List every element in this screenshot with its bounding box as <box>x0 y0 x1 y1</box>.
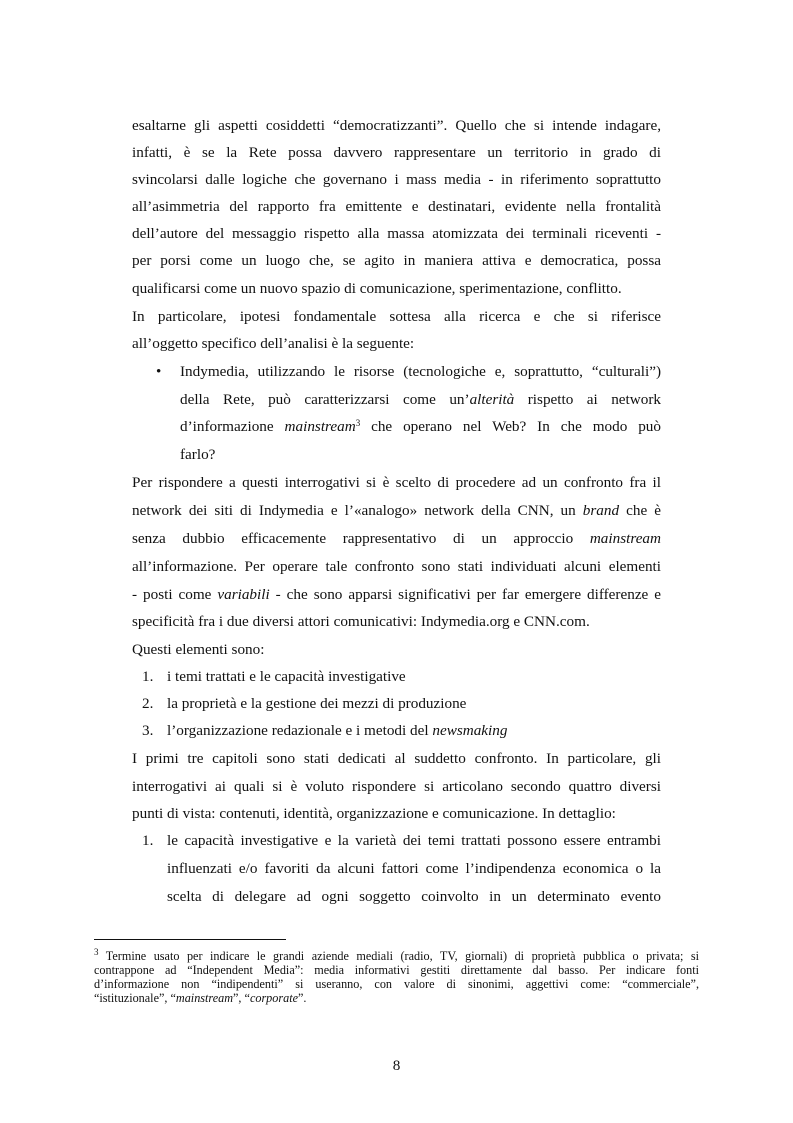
paragraph1-line-2: infatti, è se la Rete possa davvero rappresentare un territorio in grado di <box>132 144 661 161</box>
paragraph3-line-4: all’informazione. Per operare tale confronto sono stati individuati alcuni elementi <box>132 558 661 575</box>
list1-item-1: 1. i temi trattati e le capacità investigative <box>142 668 406 685</box>
footnote-ref: 3 <box>355 418 361 428</box>
footnote-line-3: d’informazione non “indipendenti” si useranno, con valore di sinonimi, aggettivi come: “commerciale”, <box>94 977 699 991</box>
paragraph3-line-5: - posti come variabili - che sono apparsi significativi per far emergere differenze e <box>132 586 662 603</box>
list1-item-3: 3. l’organizzazione redazionale e i metodi del newsmaking <box>142 722 508 739</box>
list2-item-1: 1. le capacità investigative e la varietà dei temi trattati possono essere entrambi <box>142 832 661 849</box>
paragraph3-line-6: specificità fra i due diversi attori comunicativi: Indymedia.org e CNN.com. <box>132 613 590 630</box>
paragraph3-line-1: Per rispondere a questi interrogativi si è scelto di procedere ad un confronto fra il <box>132 474 661 491</box>
footnote-rule <box>94 939 286 940</box>
footnote-line-1: $^3$ Termine usato per indicare le grandi aziende mediali (radio, TV, giornali) di proprietà pubblica o privata; si <box>94 947 699 963</box>
paragraph1-line-1: esaltarne gli aspetti cosiddetti “democratizzanti”. Quello che si intende indagare, <box>132 117 661 134</box>
paragraph3-line-7: Questi elementi sono: <box>132 641 265 658</box>
paragraph2-line-2: all’oggetto specifico dell’analisi è la seguente: <box>132 335 415 352</box>
bullet-glyph: • <box>156 363 162 380</box>
paragraph3-line-2: network dei siti di Indymedia e l’«analogo» network della CNN, un brand che è <box>132 502 661 519</box>
paragraph4-line-1: I primi tre capitoli sono stati dedicati al suddetto confronto. In particolare, gli <box>132 750 661 767</box>
paragraph3-line-3: senza dubbio efficacemente rappresentativo di un approccio mainstream <box>132 530 661 547</box>
footnote-line-4: “istituzionale”, “mainstream”, “corporate”. <box>94 991 307 1005</box>
paragraph1-line-4: all’asimmetria del rapporto fra emittente e destinatari, evidente nella frontalità <box>132 198 661 215</box>
bullet-line-1: Indymedia, utilizzando le risorse (tecnologiche e, soprattutto, “culturali”) <box>180 363 661 380</box>
paragraph2-line-1: In particolare, ipotesi fondamentale sottesa alla ricerca e che si riferisce <box>132 308 661 325</box>
bullet-line-2: della Rete, può caratterizzarsi come un’alterità rispetto ai network <box>180 391 661 408</box>
paragraph4-line-3: punti di vista: contenuti, identità, organizzazione e comunicazione. In dettaglio: <box>132 805 616 822</box>
footnote-line-2: contrappone ad “Independent Media”: media informativi gestiti direttamente dal basso. Per indicare fonti <box>94 963 699 977</box>
bullet-line-3: d’informazione mainstream$^3$ che operano nel Web? In che modo può <box>180 418 661 435</box>
list2-line-2: influenzati e/o favoriti da alcuni fattori come l’indipendenza economica o la <box>167 860 661 877</box>
bullet-line-4: farlo? <box>180 446 216 463</box>
list2-line-3: scelta di delegare ad ogni soggetto coinvolto in un determinato evento <box>167 888 661 905</box>
paragraph1-line-5: dell’autore del messaggio rispetto alla massa atomizzata dei terminali riceventi - <box>132 225 661 242</box>
paragraph1-line-7: qualificarsi come un nuovo spazio di comunicazione, sperimentazione, conflitto. <box>132 280 622 297</box>
list1-item-2: 2. la proprietà e la gestione dei mezzi di produzione <box>142 695 467 712</box>
paragraph4-line-2: interrogativi ai quali si è voluto rispondere si articolano secondo quattro diversi <box>132 778 661 795</box>
page-number: 8 <box>392 1057 401 1074</box>
paragraph1-line-6: per porsi come un luogo che, se agito in maniera attiva e democratica, possa <box>132 252 661 269</box>
bullet-item <box>132 363 661 381</box>
paragraph1-line-3: svincolarsi dalle logiche che governano i mass media - in riferimento soprattutto <box>132 171 661 188</box>
